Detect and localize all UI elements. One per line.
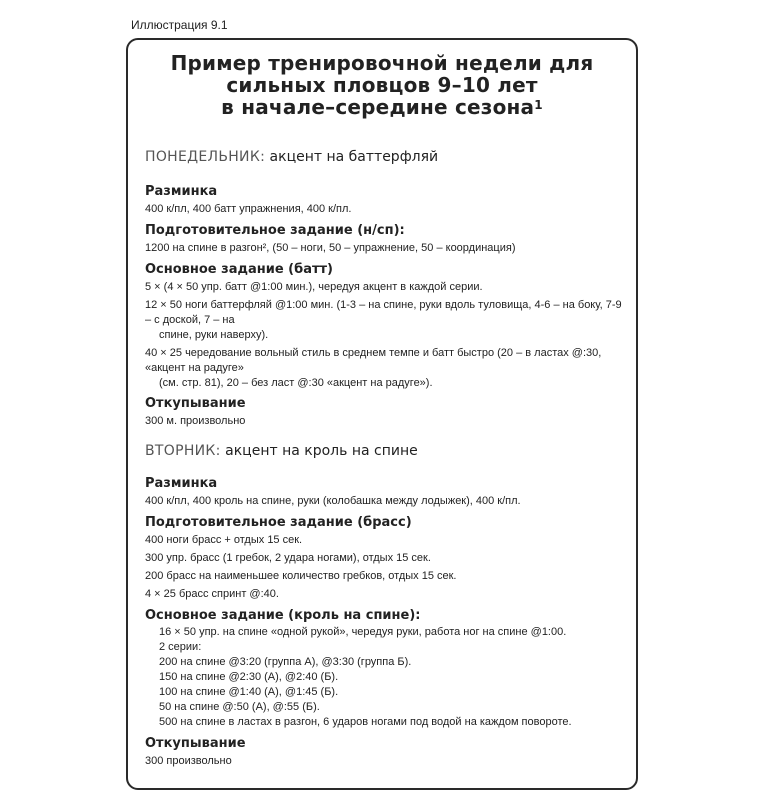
prep-line: 400 ноги брасс + отдых 15 сек.	[145, 534, 303, 546]
section-title-cooldown: Откупывание	[145, 736, 246, 751]
main-set-line: 500 на спине в ластах в разгон, 6 ударов ногами под водой на каждом повороте.	[159, 716, 572, 728]
main-set-line: 50 на спине @:50 (А), @:55 (Б).	[159, 701, 320, 713]
cooldown-text: 300 м. произвольно	[145, 415, 246, 427]
title-line-2: сильных пловцов 9–10 лет	[226, 73, 538, 97]
page-title	[128, 52, 636, 118]
day-focus: акцент на баттерфляй	[269, 149, 439, 165]
section-title-warmup: Разминка	[145, 184, 218, 199]
prep-line: 4 × 25 брасс спринт @:40.	[145, 588, 279, 600]
section-title-prep: Подготовительное задание (н/сп):	[145, 223, 405, 238]
schedule-content	[145, 147, 630, 769]
day-heading-monday	[145, 147, 630, 167]
main-set-line: 2 серии:	[159, 641, 202, 653]
title-line-3	[128, 96, 636, 118]
main-set-line: 16 × 50 упр. на спине «одной рукой», чередуя руки, работа ног на спине @1:00.	[159, 626, 567, 638]
section-title-prep: Подготовительное задание (брасс)	[145, 515, 412, 530]
prep-text: 1200 на спине в разгон², (50 – ноги, 50 – упражнение, 50 – координация)	[145, 242, 516, 254]
day-heading-tuesday	[145, 441, 630, 461]
main-set-line: 12 × 50 ноги баттерфляй @1:00 мин. (1-3 – на спине, руки вдоль туловища, 4-6 – на боку, 7-9 – с доской, 7 – на	[145, 299, 622, 326]
title-footnote-mark: 1	[534, 98, 543, 112]
main-set-line: 40 × 25 чередование вольный стиль в среднем темпе и батт быстро (20 – в ластах @:30, «акцент на радуге»	[145, 347, 602, 374]
prep-line: 300 упр. брасс (1 гребок, 2 удара ногами), отдых 15 сек.	[145, 552, 431, 564]
title-line-1: Пример тренировочной недели для	[170, 51, 594, 75]
prep-line: 200 брасс на наименьшее количество гребков, отдых 15 сек.	[145, 570, 457, 582]
day-name: ВТОРНИК:	[145, 443, 221, 459]
main-set-line: 5 × (4 × 50 упр. батт @1:00 мин.), чередуя акцент в каждой серии.	[145, 281, 483, 293]
illustration-caption: Иллюстрация 9.1	[131, 18, 228, 32]
day-focus: акцент на кроль на спине	[225, 443, 418, 459]
section-title-main: Основное задание (кроль на спине):	[145, 608, 421, 623]
main-set-line-continued: спине, руки наверху).	[159, 329, 269, 341]
section-title-cooldown: Откупывание	[145, 396, 246, 411]
section-title-warmup: Разминка	[145, 476, 218, 491]
main-set-line: 150 на спине @2:30 (А), @2:40 (Б).	[159, 671, 339, 683]
day-name: ПОНЕДЕЛЬНИК:	[145, 149, 266, 165]
warmup-text: 400 к/пл, 400 батт упражнения, 400 к/пл.	[145, 203, 352, 215]
main-set-line-continued: (см. стр. 81), 20 – без ласт @:30 «акцент на радуге»).	[159, 377, 433, 389]
warmup-text: 400 к/пл, 400 кроль на спине, руки (колобашка между лодыжек), 400 к/пл.	[145, 495, 521, 507]
main-set-line: 100 на спине @1:40 (А), @1:45 (Б).	[159, 686, 339, 698]
main-set-line: 200 на спине @3:20 (группа А), @3:30 (группа Б).	[159, 656, 412, 668]
section-title-main: Основное задание (батт)	[145, 262, 333, 277]
cooldown-text: 300 произвольно	[145, 755, 232, 767]
title-line-3-text: в начале–середине сезона	[221, 95, 535, 119]
